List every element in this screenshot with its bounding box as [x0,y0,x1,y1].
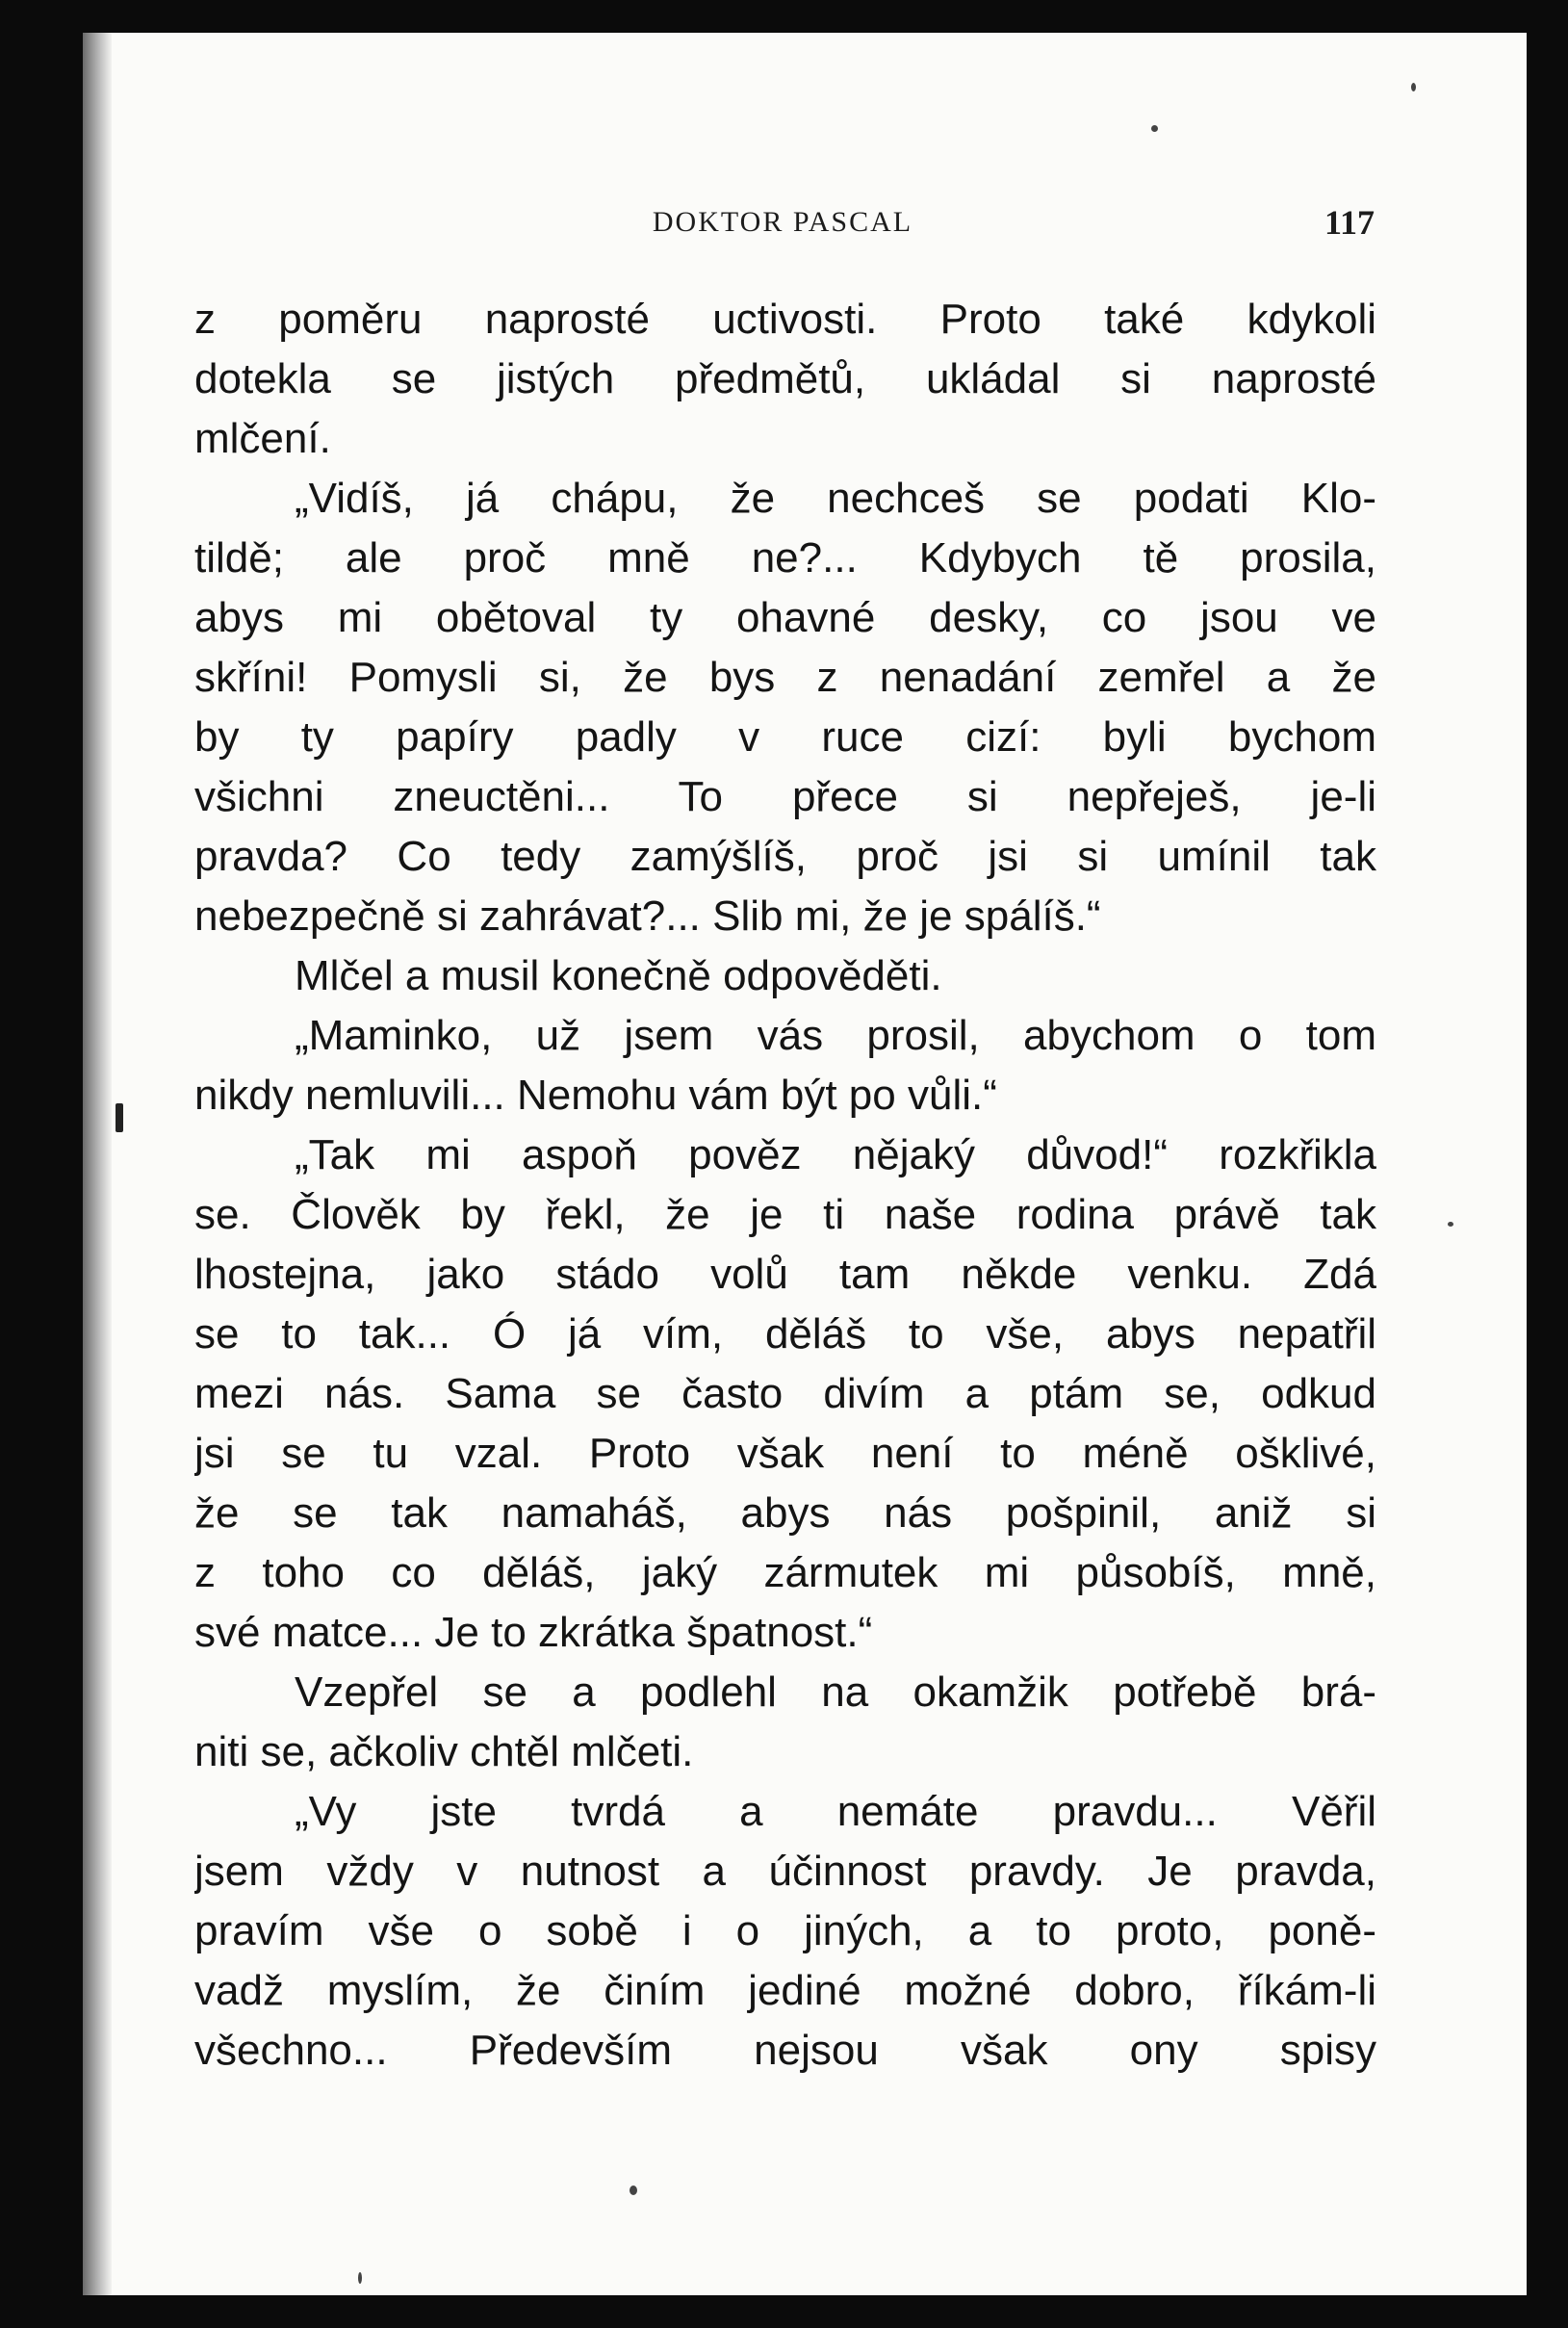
text-line: mezi nás. Sama se často divím a ptám se, odkud [194,1370,1376,1417]
text-line: nebezpečně si zahrávat?... Slib mi, že je spálíš.“ [194,892,1101,940]
text-line: „Tak mi aspoň pověz nějaký důvod!“ rozkřikla [295,1131,1376,1178]
text-line: pravda? Co tedy zamýšlíš, proč jsi si umínil tak [194,833,1376,880]
body-text [194,290,1376,2081]
dust-speck [1151,125,1158,132]
text-line: „Vidíš, já chápu, že nechceš se podati Klo- [295,475,1376,522]
text-line: Vzepřel se a podlehl na okamžik potřebě brá- [295,1668,1376,1716]
running-head [191,202,1375,241]
dust-speck [358,2272,362,2284]
text-line: z poměru naprosté uctivosti. Proto také kdykoli [194,296,1376,343]
text-line: „Maminko, už jsem vás prosil, abychom o tom [295,1012,1376,1059]
text-line: z toho co děláš, jaký zármutek mi působíš, mně, [194,1549,1376,1596]
text-line: dotekla se jistých předmětů, ukládal si naprosté [194,355,1376,402]
spine-mark [116,1103,123,1132]
running-title: DOKTOR PASCAL [652,206,913,238]
text-line: své matce... Je to zkrátka špatnost.“ [194,1609,873,1656]
page-number: 117 [1324,203,1375,242]
text-line: všichni zneuctěni... To přece si nepřeješ, je-li [194,773,1376,820]
text-line: by ty papíry padly v ruce cizí: byli bychom [194,713,1376,761]
dust-speck [1411,83,1416,91]
text-line: tildě; ale proč mně ne?... Kdybych tě prosila, [194,534,1376,582]
book-page [83,33,1527,2295]
text-line: niti se, ačkoliv chtěl mlčeti. [194,1728,694,1775]
page-spine-shadow [83,33,112,2295]
text-line: se to tak... Ó já vím, děláš to vše, abys nepatřil [194,1310,1376,1358]
text-line: „Vy jste tvrdá a nemáte pravdu... Věřil [295,1788,1376,1835]
text-line: pravím vše o sobě i o jiných, a to proto, poně- [194,1907,1376,1954]
text-line: jsem vždy v nutnost a účinnost pravdy. Je pravda, [194,1848,1376,1895]
text-line: mlčení. [194,415,331,462]
text-line: všechno... Především nejsou však ony spisy [194,2027,1376,2074]
text-line: vadž myslím, že činím jediné možné dobro, říkám-li [194,1967,1376,2014]
text-line: abys mi obětoval ty ohavné desky, co jsou ve [194,594,1376,641]
text-line: skříni! Pomysli si, že bys z nenadání zemřel a že [194,654,1376,701]
text-line: nikdy nemluvili... Nemohu vám být po vůli.“ [194,1072,997,1119]
text-line: se. Člověk by řekl, že je ti naše rodina právě tak [194,1191,1376,1238]
text-line: lhostejna, jako stádo volů tam někde venku. Zdá [194,1251,1376,1298]
dust-speck [630,2186,637,2195]
dust-speck [1448,1222,1453,1227]
text-line: že se tak namaháš, abys nás pošpinil, aniž si [194,1489,1376,1537]
text-line: jsi se tu vzal. Proto však není to méně ošklivé, [194,1430,1376,1477]
text-line: Mlčel a musil konečně odpověděti. [295,952,942,999]
